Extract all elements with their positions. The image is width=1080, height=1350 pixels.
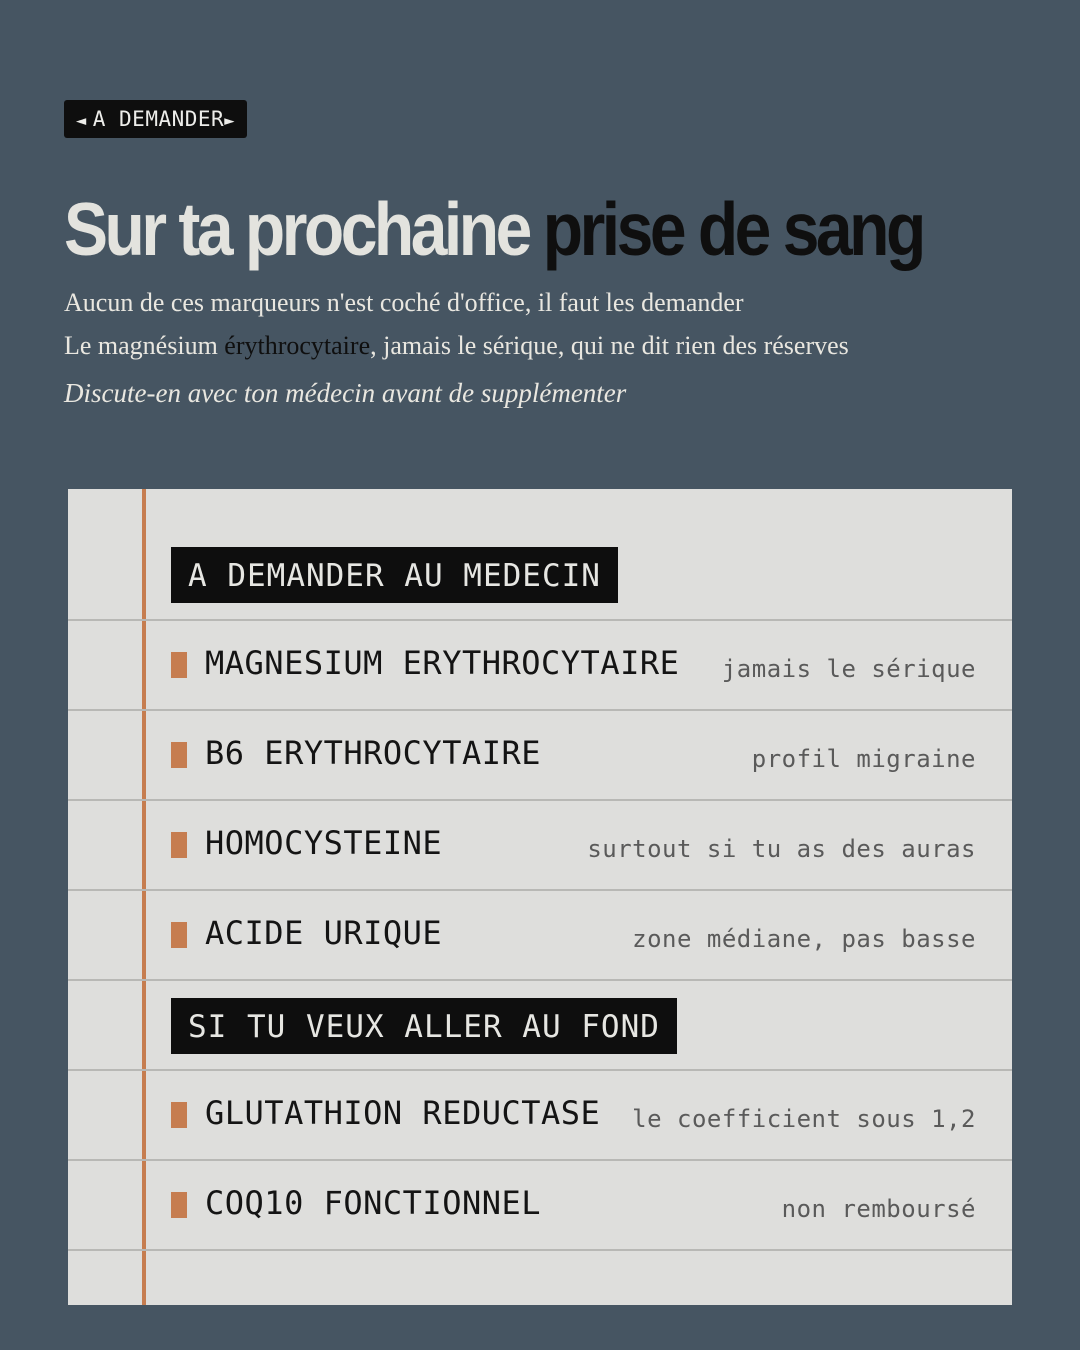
list-item: [68, 890, 1012, 980]
subtitle-line-1: Aucun de ces marqueurs n'est coché d'office, il faut les demander: [64, 288, 744, 317]
page-title-part1: Sur ta prochaine: [64, 186, 529, 272]
item-note: le coefficient sous 1,2: [632, 1105, 976, 1133]
bullet-icon: [171, 832, 187, 858]
page-title: [64, 178, 923, 281]
item-name: ACIDE URIQUE: [205, 914, 443, 952]
item-note: profil migraine: [751, 745, 976, 773]
item-name: HOMOCYSTEINE: [205, 824, 443, 862]
list-item: [68, 1160, 1012, 1250]
item-name: COQ10 FONCTIONNEL: [205, 1184, 542, 1222]
subtitle-highlight: érythrocytaire: [224, 331, 371, 360]
subtitle-line-2: [64, 331, 849, 361]
subtitle-line-3: Discute-en avec ton médecin avant de supplémenter: [64, 378, 627, 408]
section-label-go-deeper: SI TU VEUX ALLER AU FOND: [171, 998, 677, 1054]
section-label-ask-doctor: A DEMANDER AU MEDECIN: [171, 547, 618, 603]
bullet-icon: [171, 922, 187, 948]
bullet-icon: [171, 1192, 187, 1218]
list-item: [68, 800, 1012, 890]
bullet-icon: [171, 1102, 187, 1128]
subtitle-line-2-end: , jamais le sérique, qui ne dit rien des réserves: [370, 331, 849, 360]
category-tag-label: A DEMANDER: [92, 107, 225, 131]
item-note: surtout si tu as des auras: [587, 835, 976, 863]
list-item: [68, 1070, 1012, 1160]
item-note: non remboursé: [781, 1195, 976, 1223]
item-name: MAGNESIUM ERYTHROCYTAIRE: [205, 644, 680, 682]
item-name: GLUTATHION REDUCTASE: [205, 1094, 601, 1132]
item-note: zone médiane, pas basse: [632, 925, 976, 953]
bullet-icon: [171, 742, 187, 768]
item-name: B6 ERYTHROCYTAIRE: [205, 734, 542, 772]
right-arrow-icon: ►: [224, 111, 235, 131]
item-note: jamais le sérique: [721, 655, 976, 683]
list-item: [68, 620, 1012, 710]
subtitle-line-2-start: Le magnésium: [64, 331, 225, 360]
category-tag: [64, 100, 247, 138]
checklist-sheet: [68, 489, 1012, 1305]
page-title-part2: prise de sang: [542, 186, 923, 272]
left-arrow-icon: ◄: [76, 111, 87, 131]
list-item: [68, 710, 1012, 800]
bullet-icon: [171, 652, 187, 678]
